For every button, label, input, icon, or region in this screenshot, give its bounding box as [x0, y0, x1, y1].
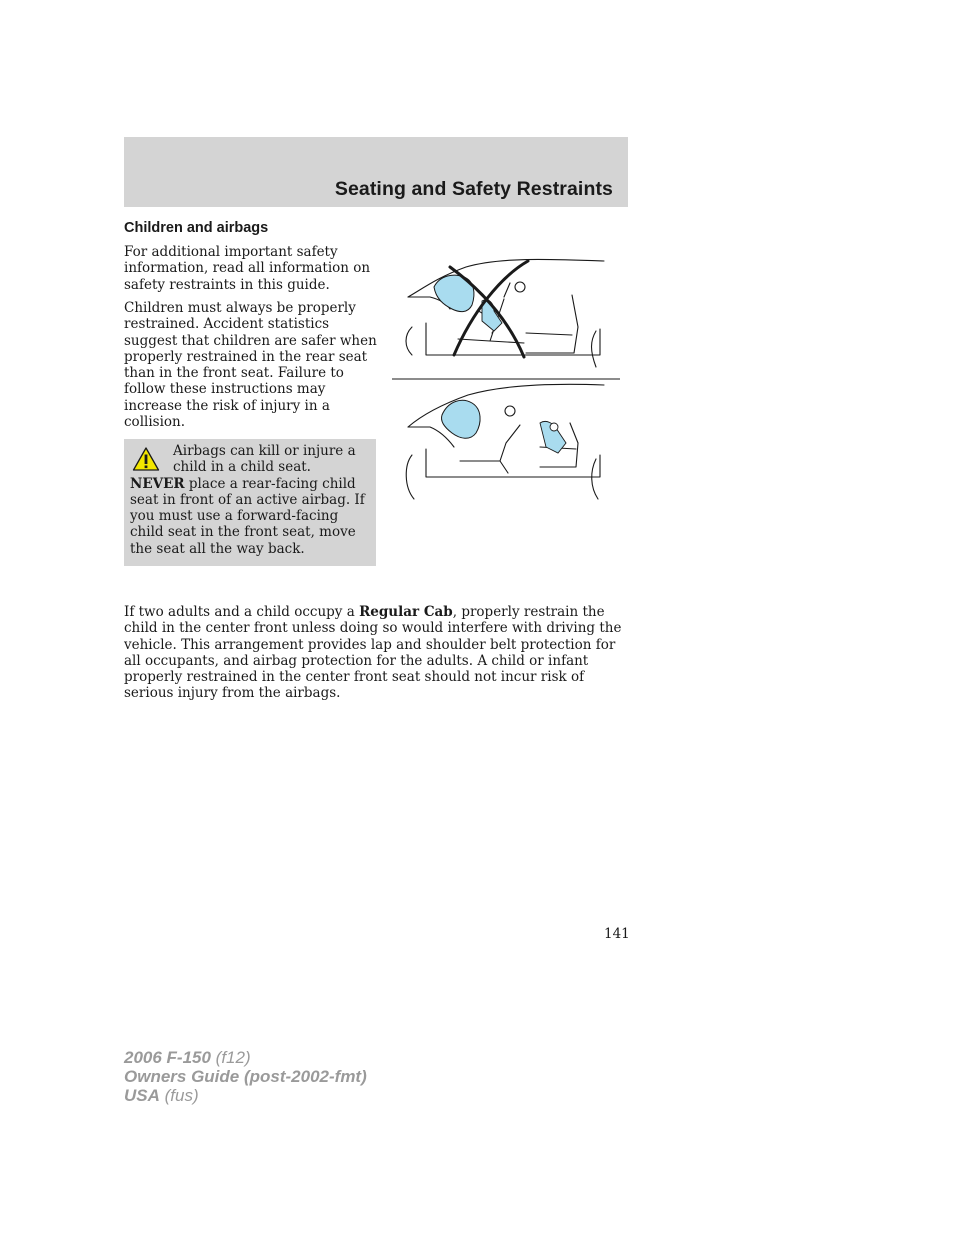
header-band [124, 137, 628, 207]
regular-cab-term: Regular Cab [359, 604, 453, 620]
airbag-deployed-front-2 [441, 400, 480, 438]
car-diagram-incorrect [406, 259, 604, 367]
warning-line-2: child in a child seat. [173, 459, 311, 476]
warning-emphasis: NEVER [130, 475, 185, 492]
page-number: 141 [604, 926, 630, 942]
warning-text [130, 443, 370, 557]
warning-line-1: Airbags can kill or injure a [173, 443, 356, 459]
section-heading: Children and airbags [124, 220, 269, 236]
page-title: Seating and Safety Restraints [334, 178, 613, 200]
warning-rest: place a rear-facing child seat in front of an active airbag. If you must use a forward-facing child seat in the front seat, move the seat all the way back. [130, 475, 365, 557]
regular-cab-paragraph: If two adults and a child occupy a Regular Cab, properly restrain the child in the center front unless doing so would interfere with driving the vehicle. This arrangement provides lap and shoulder belt protection for all occupants, and airbag protection for the adults. A child or infant properly restrained in the center front seat should not incur risk of serious injury from the airbags. [124, 604, 622, 702]
footer: 2006 F-150 (f12) Owners Guide (post-2002-fmt) USA (fus) [124, 1048, 367, 1105]
warning-box [124, 439, 376, 566]
airbag-illustration [390, 255, 622, 505]
children-paragraph: Children must always be properly restrained. Accident statistics suggest that children are safer when properly restrained in the rear seat than in the front seat. Failure to follow these instructions may increase the risk of injury in a collision. [124, 300, 377, 431]
car-diagram-correct [406, 384, 604, 499]
intro-paragraph: For additional important safety information, read all information on safety restraints in this guide. [124, 244, 371, 293]
